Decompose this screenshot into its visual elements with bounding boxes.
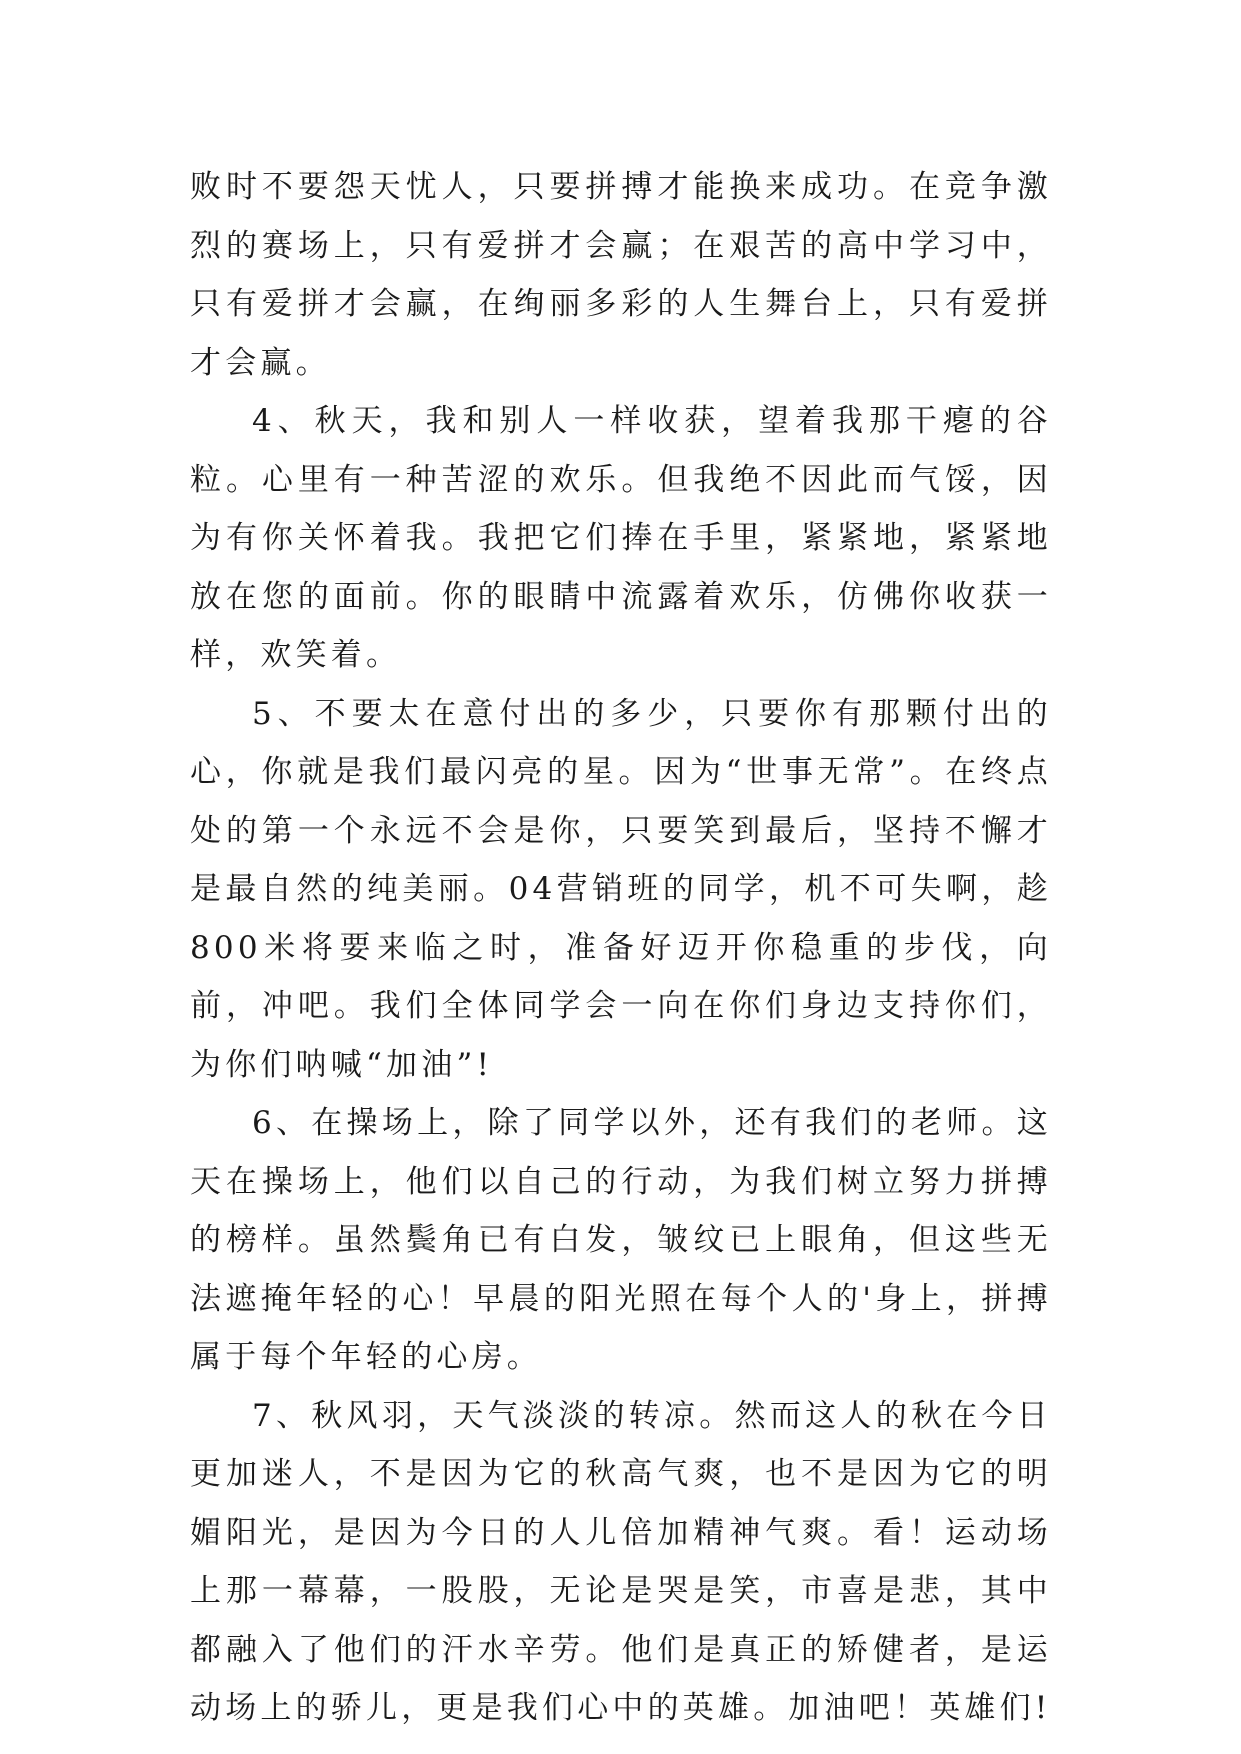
document-body: [190, 158, 1052, 1738]
paragraph-item-6: 6、在操场上，除了同学以外，还有我们的老师。这天在操场上，他们以自己的行动，为我们树立努力拼搏的榜样。虽然鬓角已有白发，皱纹已上眼角，但这些无法遮掩年轻的心！早晨的阳光照在每个人的'身上，拼搏属于每个年轻的心房。: [190, 1105, 1052, 1375]
paragraph-continuation: 败时不要怨天忧人，只要拼搏才能换来成功。在竞争激烈的赛场上，只有爱拼才会赢；在艰苦的高中学习中，只有爱拼才会赢，在绚丽多彩的人生舞台上，只有爱拼才会赢。: [190, 169, 1052, 381]
paragraph-item-4: 4、秋天，我和别人一样收获，望着我那干瘪的谷粒。心里有一种苦涩的欢乐。但我绝不因此而气馁，因为有你关怀着我。我把它们捧在手里，紧紧地，紧紧地放在您的面前。你的眼睛中流露着欢乐，仿佛你收获一样，欢笑着。: [190, 403, 1052, 673]
paragraph-item-7: 7、秋风羽，天气淡淡的转凉。然而这人的秋在今日更加迷人，不是因为它的秋高气爽，也不是因为它的明媚阳光，是因为今日的人儿倍加精神气爽。看！运动场上那一幕幕，一股股，无论是哭是笑，市喜是悲，其中都融入了他们的汗水辛劳。他们是真正的矫健者，是运动场上的骄儿，更是我们心中的英雄。加油吧！英雄们!: [190, 1397, 1052, 1726]
paragraph-item-5: 5、不要太在意付出的多少，只要你有那颗付出的心，你就是我们最闪亮的星。因为“世事无常”。在终点处的第一个永远不会是你，只要笑到最后，坚持不懈才是最自然的纯美丽。04营销班的同学，机不可失啊，趁800米将要来临之时，准备好迈开你稳重的步伐，向前，冲吧。我们全体同学会一向在你们身边支持你们，为你们呐喊“加油”!: [190, 695, 1052, 1083]
